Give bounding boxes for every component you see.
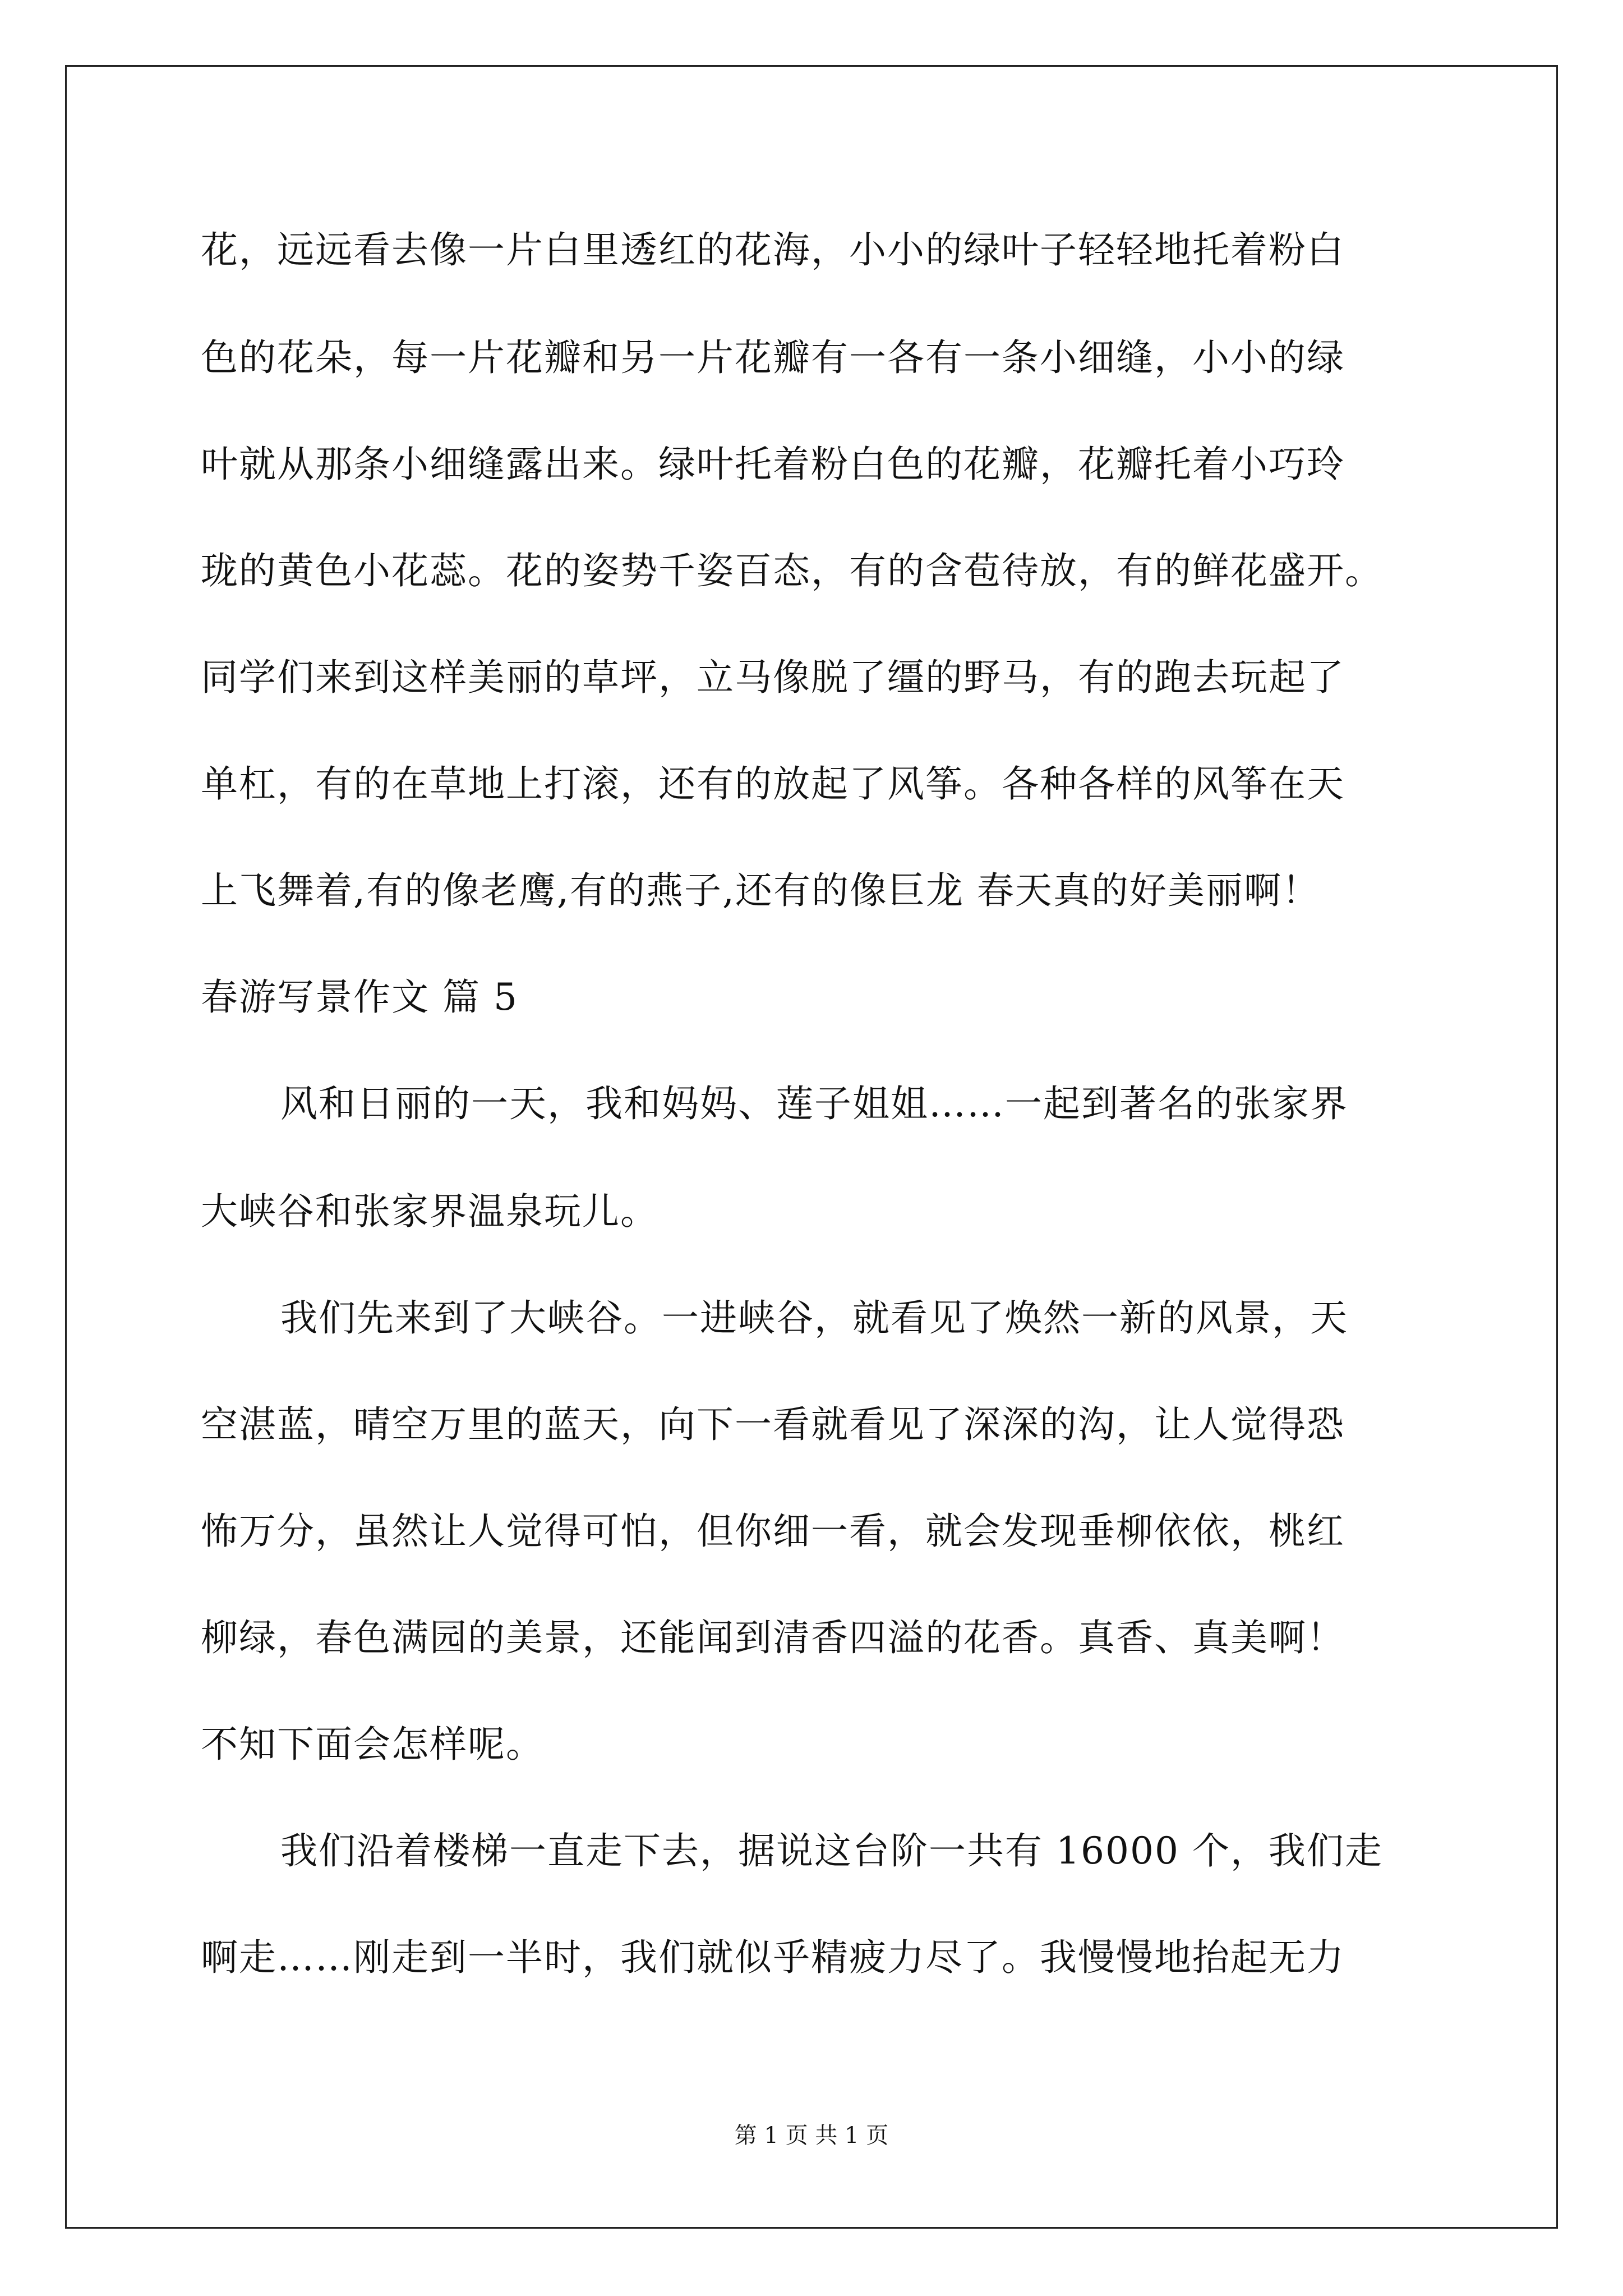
page-footer: 第 1 页 共 1 页: [734, 2123, 889, 2148]
paragraph-first-line: 风和日丽的一天，我和妈妈、莲子姐姐……一起到著名的张家界: [280, 1082, 1348, 1125]
text-line: 上飞舞着,有的像老鹰,有的燕子,还有的像巨龙 春天真的好美丽啊！: [201, 869, 1320, 912]
text-line: 啊走……刚走到一半时，我们就似乎精疲力尽了。我慢慢地抬起无力: [201, 1936, 1345, 1979]
text-line: 花，远远看去像一片白里透红的花海，小小的绿叶子轻轻地托着粉白: [201, 228, 1345, 272]
paragraph-first-line: 我们先来到了大峡谷。一进峡谷，就看见了焕然一新的风景，天: [280, 1296, 1348, 1340]
text-line: 单杠，有的在草地上打滚，还有的放起了风筝。各种各样的风筝在天: [201, 762, 1345, 806]
paragraph-first-line: 我们沿着楼梯一直走下去，据说这台阶一共有 16000 个，我们走: [280, 1829, 1383, 1872]
text-line: 不知下面会怎样呢。: [201, 1723, 544, 1766]
text-line: 同学们来到这样美丽的草坪，立马像脱了缰的野马，有的跑去玩起了: [201, 656, 1345, 699]
text-line: 叶就从那条小细缝露出来。绿叶托着粉白色的花瓣，花瓣托着小巧玲: [201, 443, 1345, 486]
text-line: 色的花朵，每一片花瓣和另一片花瓣有一各有一条小细缝，小小的绿: [201, 336, 1345, 379]
text-line: 珑的黄色小花蕊。花的姿势千姿百态，有的含苞待放，有的鲜花盛开。: [201, 549, 1383, 592]
text-line: 柳绿，春色满园的美景，还能闻到清香四溢的花香。真香、真美啊！: [201, 1616, 1345, 1659]
text-line: 怖万分，虽然让人觉得可怕，但你细一看，就会发现垂柳依依，桃红: [201, 1510, 1345, 1553]
page-border: [65, 65, 1558, 2229]
text-line: 空湛蓝，晴空万里的蓝天，向下一看就看见了深深的沟，让人觉得恐: [201, 1403, 1345, 1446]
text-line: 大峡谷和张家界温泉玩儿。: [201, 1190, 658, 1233]
section-heading: 春游写景作文 篇 5: [201, 976, 518, 1019]
